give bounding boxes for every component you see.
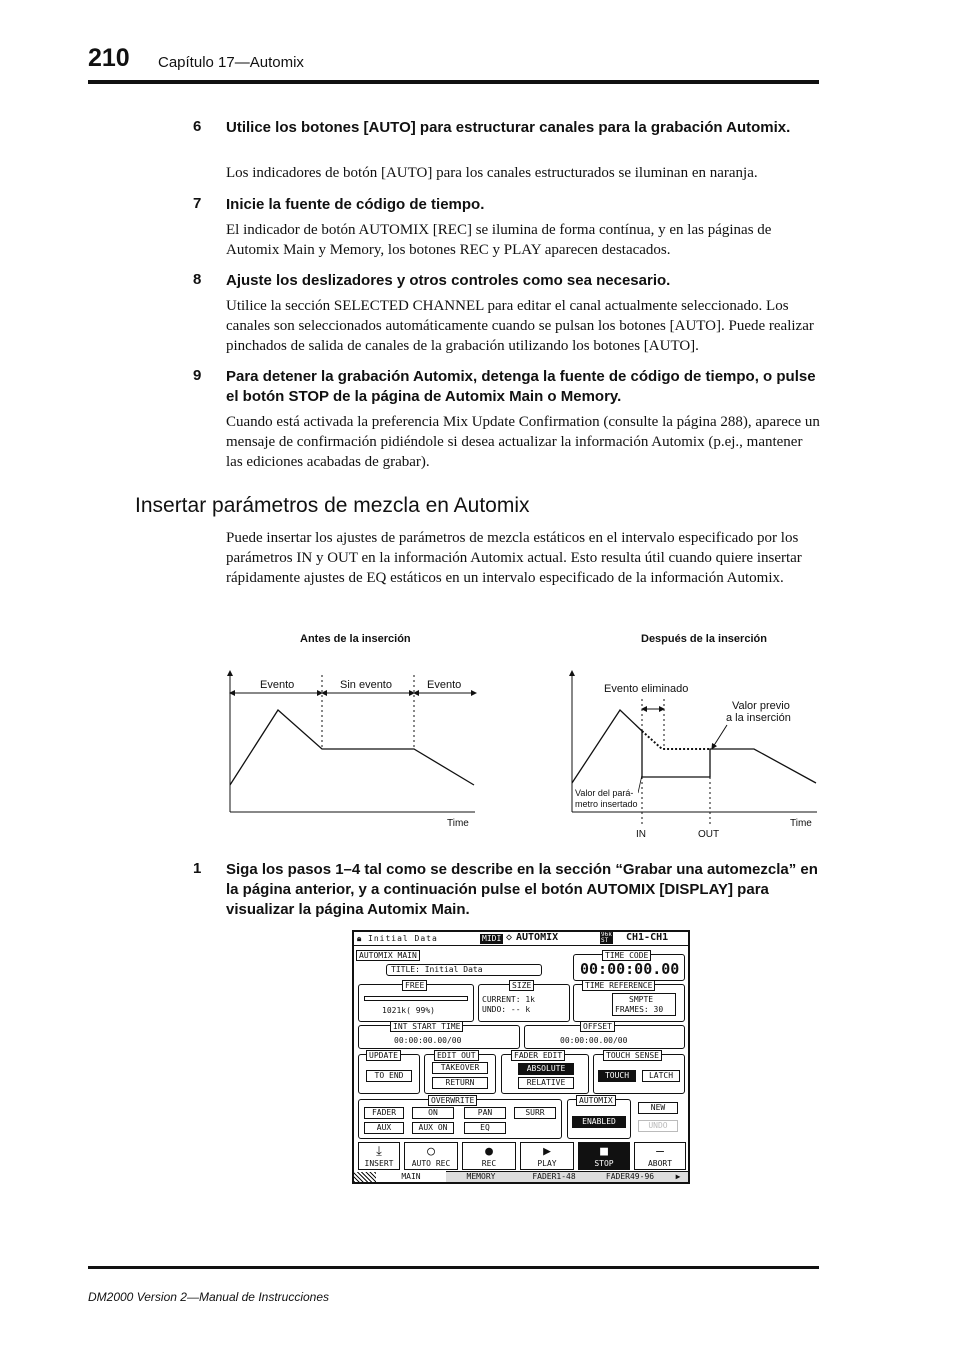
step-number: 8 bbox=[193, 271, 202, 288]
tab-fader1-48[interactable]: FADER1-48 bbox=[516, 1171, 592, 1182]
inserted-curve bbox=[642, 731, 816, 783]
chapter-title: Capítulo 17—Automix bbox=[158, 54, 304, 71]
int-start-value[interactable]: 00:00:00.00/00 bbox=[394, 1036, 462, 1045]
eq-button[interactable]: EQ bbox=[464, 1122, 506, 1134]
scene-title: Initial Data bbox=[368, 934, 438, 943]
int-start-tag: INT START TIME bbox=[390, 1021, 463, 1032]
stop-button[interactable]: ■ STOP bbox=[578, 1142, 630, 1170]
diagram-after-title: Después de la inserción bbox=[641, 633, 767, 645]
aux-button[interactable]: AUX bbox=[364, 1122, 404, 1134]
step-number: 7 bbox=[193, 195, 202, 212]
label-evento: Evento bbox=[427, 679, 462, 691]
midi-indicator: MIDI bbox=[482, 934, 502, 943]
circle-outline-icon: ○ bbox=[427, 1144, 435, 1159]
play-icon: ▶ bbox=[543, 1144, 551, 1159]
title-field[interactable]: TITLE: Initial Data bbox=[386, 964, 542, 976]
header-rule bbox=[88, 80, 819, 84]
enabled-button[interactable]: ENABLED bbox=[572, 1116, 626, 1128]
pan-button[interactable]: PAN bbox=[464, 1107, 506, 1119]
fs-indicator: 96k ST bbox=[601, 931, 612, 944]
label-out: OUT bbox=[698, 829, 720, 840]
footer-text: DM2000 Version 2—Manual de Instrucciones bbox=[88, 1290, 330, 1304]
touch-button[interactable]: TOUCH bbox=[598, 1070, 636, 1082]
tab-main[interactable]: MAIN bbox=[401, 1172, 421, 1181]
auto-rec-button[interactable]: ○ AUTO REC bbox=[404, 1142, 458, 1170]
label-time: Time bbox=[790, 818, 812, 829]
size-tag: SIZE bbox=[509, 980, 534, 991]
fader-edit-tag: FADER EDIT bbox=[511, 1050, 565, 1061]
tab-memory[interactable]: MEMORY bbox=[446, 1171, 516, 1182]
size-undo: UNDO: -- k bbox=[482, 1005, 531, 1014]
time-code-tag: TIME CODE bbox=[602, 950, 651, 961]
stop-icon: ■ bbox=[600, 1144, 608, 1159]
insert-button[interactable]: ⤓ INSERT bbox=[358, 1142, 400, 1170]
time-reference-field[interactable]: SMPTE FRAMES: 30 bbox=[612, 993, 676, 1016]
abort-button[interactable]: — ABORT bbox=[634, 1142, 686, 1170]
tab-next-arrow-icon[interactable]: ▶ bbox=[668, 1171, 688, 1182]
overwrite-tag: OVERWRITE bbox=[428, 1095, 477, 1106]
tab-fader49-96[interactable]: FADER49-96 bbox=[592, 1171, 668, 1182]
edit-out-tag: EDIT OUT bbox=[434, 1050, 479, 1061]
diagram-before-title: Antes de la inserción bbox=[300, 633, 411, 645]
label-valor-previo: Valor previo a la inserción bbox=[726, 700, 791, 724]
step-title: Inicie la fuente de código de tiempo. bbox=[226, 196, 485, 213]
insert-icon: ⤓ bbox=[376, 1144, 382, 1159]
pointer-line bbox=[638, 775, 642, 793]
update-tag: UPDATE bbox=[366, 1050, 401, 1061]
return-button[interactable]: RETURN bbox=[432, 1077, 488, 1089]
step-number: 6 bbox=[193, 118, 202, 135]
takeover-button[interactable]: TAKEOVER bbox=[432, 1062, 488, 1074]
offset-value[interactable]: 00:00:00.00/00 bbox=[560, 1036, 628, 1045]
surr-button[interactable]: SURR bbox=[514, 1107, 556, 1119]
free-tag: FREE bbox=[402, 980, 427, 991]
event-curve bbox=[230, 710, 474, 785]
time-reference-tag: TIME REFERENCE bbox=[582, 980, 655, 991]
free-meter bbox=[364, 996, 468, 1001]
step-body: Utilice la sección SELECTED CHANNEL para editar el canal actualmente seleccionado. Los canales son seleccionados automáticamente cuando se pulsan los botones [AUTO]. Puede realizar pinchados de salida de canales de la grabación utilizando los botones [AUTO]. bbox=[226, 298, 814, 354]
fader-button[interactable]: FADER bbox=[364, 1107, 404, 1119]
label-in: IN bbox=[636, 829, 646, 840]
pointer-arrow bbox=[713, 725, 727, 747]
step-title: Para detener la grabación Automix, detenga la fuente de código de tiempo, o pulse el botón STOP de la página de Automix Main o Memory. bbox=[226, 368, 816, 405]
step-body: El indicador de botón AUTOMIX [REC] se ilumina de forma contínua, y en las páginas de Automix Main y Memory, los botones REC y PLAY aparecen destacados. bbox=[226, 222, 772, 258]
offset-tag: OFFSET bbox=[580, 1021, 615, 1032]
step-body: Cuando está activada la preferencia Mix Update Confirmation (consulte la página 288), aparece un mensaje de confirmación pidiéndole si desea actualizar la información Automix (p.ej., mantener las ediciones acabadas de grabar). bbox=[226, 414, 820, 470]
step-title: Ajuste los deslizadores y otros controles como sea necesario. bbox=[226, 272, 671, 289]
label-valor-parametro: Valor del pará- metro insertado bbox=[575, 788, 638, 809]
undo-button[interactable]: UNDO bbox=[638, 1120, 678, 1132]
section-intro: Puede insertar los ajustes de parámetros de mezcla estáticos en el intervalo especificado por los parámetros IN y OUT en la información Automix actual. Esto resulta útil cuando quiere insertar rápidamente ajustes de EQ estáticos en un intervalo especificado de la información Automix. bbox=[226, 530, 802, 586]
label-evento: Evento bbox=[260, 679, 295, 691]
absolute-button[interactable]: ABSOLUTE bbox=[518, 1063, 574, 1075]
footer-rule bbox=[88, 1266, 819, 1269]
page-tag: AUTOMIX MAIN bbox=[356, 950, 420, 961]
step-body: Los indicadores de botón [AUTO] para los canales estructurados se iluminan en naranja. bbox=[226, 165, 758, 181]
page-title: AUTOMIX bbox=[516, 932, 559, 943]
lock-icon: 🔒︎ bbox=[357, 934, 362, 943]
on-button[interactable]: ON bbox=[412, 1107, 454, 1119]
latch-button[interactable]: LATCH bbox=[642, 1070, 680, 1082]
automix-tag: AUTOMIX bbox=[576, 1095, 616, 1106]
label-evento-eliminado: Evento eliminado bbox=[604, 683, 689, 695]
free-value: 1021k( 99%) bbox=[382, 1006, 435, 1015]
time-code-value: 00:00:00.00 bbox=[580, 960, 680, 978]
size-current: CURRENT: 1k bbox=[482, 995, 535, 1004]
rec-button[interactable]: ● REC bbox=[462, 1142, 516, 1170]
touch-sense-tag: TOUCH SENSE bbox=[603, 1050, 662, 1061]
page-number: 210 bbox=[88, 44, 130, 72]
step-number: 9 bbox=[193, 367, 202, 384]
removed-event bbox=[642, 731, 710, 749]
relative-button[interactable]: RELATIVE bbox=[518, 1077, 574, 1089]
section-heading: Insertar parámetros de mezcla en Automix bbox=[135, 494, 530, 517]
to-end-button[interactable]: TO END bbox=[366, 1070, 412, 1082]
record-icon: ● bbox=[485, 1144, 493, 1159]
label-sin-evento: Sin evento bbox=[340, 679, 392, 691]
step-number: 1 bbox=[193, 860, 202, 877]
step-title: Siga los pasos 1–4 tal como se describe en la sección “Grabar una automezcla” en la página anterior, y a continuación pulse el botón AUTOMIX [DISPLAY] para visualizar la página Automix Main. bbox=[226, 861, 818, 918]
play-button[interactable]: ▶ PLAY bbox=[520, 1142, 574, 1170]
automix-main-screen bbox=[352, 930, 690, 1184]
event-curve bbox=[572, 710, 642, 783]
label-time: Time bbox=[447, 818, 469, 829]
new-button[interactable]: NEW bbox=[638, 1102, 678, 1114]
step-title: Utilice los botones [AUTO] para estructurar canales para la grabación Automix. bbox=[226, 119, 791, 136]
channel-indicator: CH1-CH1 bbox=[626, 932, 669, 943]
aux-on-button[interactable]: AUX ON bbox=[412, 1122, 454, 1134]
dash-icon: — bbox=[656, 1144, 664, 1159]
diamond-icon: ◇ bbox=[506, 932, 513, 943]
